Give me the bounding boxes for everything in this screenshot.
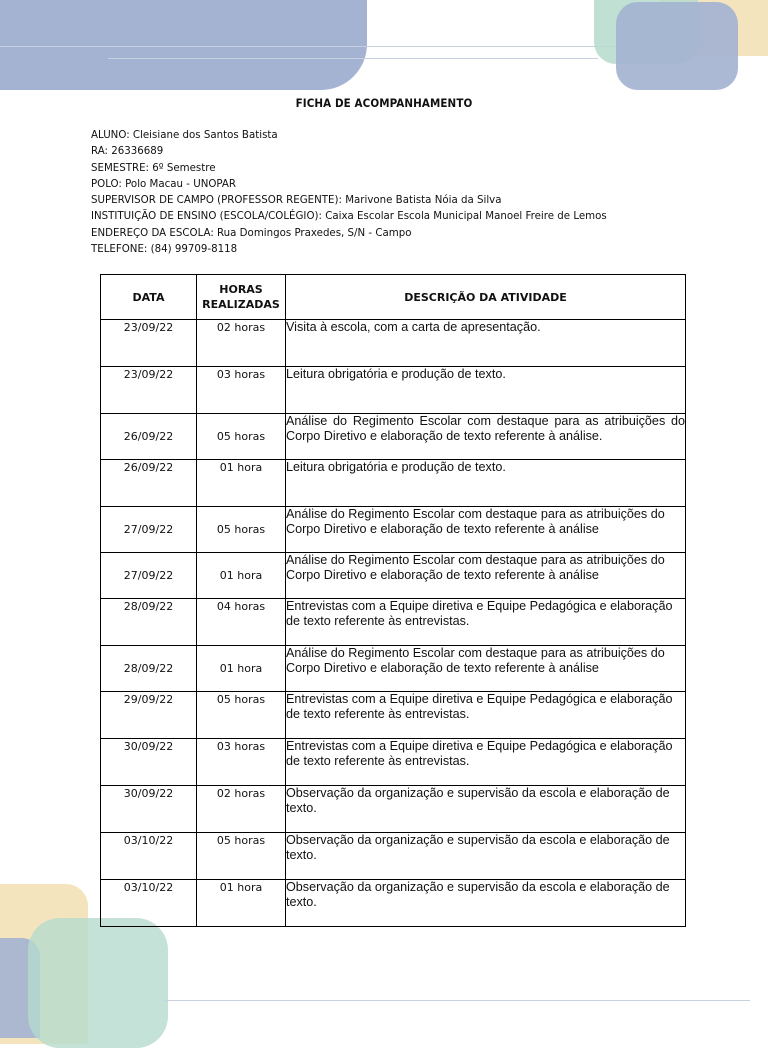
info-phone: TELEFONE: (84) 99709-8118 xyxy=(91,242,238,256)
cell-hours: 03 horas xyxy=(197,739,286,786)
info-semester: SEMESTRE: 6º Semestre xyxy=(91,160,216,174)
header-horas-line1: HORAS xyxy=(219,283,263,296)
table-row xyxy=(101,367,686,414)
cell-date: 28/09/22 xyxy=(101,646,197,692)
header-descricao: DESCRIÇÃO DA ATIVIDADE xyxy=(286,275,686,320)
cell-date: 03/10/22 xyxy=(101,880,197,927)
cell-date: 03/10/22 xyxy=(101,833,197,880)
cell-date: 27/09/22 xyxy=(101,507,197,553)
table-row xyxy=(101,786,686,833)
activity-table xyxy=(100,274,686,927)
cell-hours: 05 horas xyxy=(197,507,286,553)
cell-date: 23/09/22 xyxy=(101,320,197,367)
table-row xyxy=(101,739,686,786)
cell-date: 30/09/22 xyxy=(101,739,197,786)
table-row xyxy=(101,833,686,880)
cell-description: Entrevistas com a Equipe diretiva e Equipe Pedagógica e elaboração de texto referente às entrevistas. xyxy=(286,599,686,646)
cell-description: Observação da organização e supervisão da escola e elaboração de texto. xyxy=(286,786,686,833)
cell-description: Entrevistas com a Equipe diretiva e Equipe Pedagógica e elaboração de texto referente às entrevistas. xyxy=(286,739,686,786)
table-body xyxy=(101,320,686,927)
cell-description: Análise do Regimento Escolar com destaque para as atribuições do Corpo Diretivo e elaboração de texto referente à análise xyxy=(286,646,686,692)
header-data: DATA xyxy=(101,275,197,320)
info-address: ENDEREÇO DA ESCOLA: Rua Domingos Praxedes, S/N - Campo xyxy=(91,225,412,239)
cell-hours: 01 hora xyxy=(197,460,286,507)
document-title: FICHA DE ACOMPANHAMENTO xyxy=(295,96,473,110)
cell-date: 26/09/22 xyxy=(101,414,197,460)
cell-date: 28/09/22 xyxy=(101,599,197,646)
cell-hours: 02 horas xyxy=(197,786,286,833)
cell-hours: 05 horas xyxy=(197,692,286,739)
header-horas xyxy=(197,275,286,320)
cell-description: Análise do Regimento Escolar com destaque para as atribuições do Corpo Diretivo e elaboração de texto referente à análise. xyxy=(286,414,686,460)
info-student: ALUNO: Cleisiane dos Santos Batista xyxy=(91,128,278,141)
cell-hours: 04 horas xyxy=(197,599,286,646)
table-row xyxy=(101,320,686,367)
header-decor-line xyxy=(108,58,598,59)
cell-date: 29/09/22 xyxy=(101,692,197,739)
cell-description: Leitura obrigatória e produção de texto. xyxy=(286,367,686,414)
cell-description: Análise do Regimento Escolar com destaque para as atribuições do Corpo Diretivo e elaboração de texto referente à análise xyxy=(286,507,686,553)
cell-description: Observação da organização e supervisão da escola e elaboração de texto. xyxy=(286,880,686,927)
table-row xyxy=(101,646,686,692)
header-decor-blue-tile xyxy=(616,2,738,90)
cell-hours: 01 hora xyxy=(197,880,286,927)
cell-description: Observação da organização e supervisão da escola e elaboração de texto. xyxy=(286,833,686,880)
table-row xyxy=(101,460,686,507)
info-polo: POLO: Polo Macau - UNOPAR xyxy=(91,176,237,190)
cell-hours: 05 horas xyxy=(197,414,286,460)
table-row xyxy=(101,880,686,927)
cell-description: Visita à escola, com a carta de apresentação. xyxy=(286,320,686,367)
cell-hours: 01 hora xyxy=(197,646,286,692)
cell-description: Leitura obrigatória e produção de texto. xyxy=(286,460,686,507)
info-institution: INSTITUIÇÃO DE ENSINO (ESCOLA/COLÉGIO): Caixa Escolar Escola Municipal Manoel Freire de Lemos xyxy=(91,209,607,223)
table-row xyxy=(101,599,686,646)
header-decor-blue-shape xyxy=(0,0,367,90)
footer-decor-line xyxy=(165,1000,750,1001)
cell-description: Análise do Regimento Escolar com destaque para as atribuições do Corpo Diretivo e elaboração de texto referente à análise xyxy=(286,553,686,599)
cell-date: 26/09/22 xyxy=(101,460,197,507)
cell-date: 27/09/22 xyxy=(101,553,197,599)
table-row xyxy=(101,553,686,599)
header-horas-line2: REALIZADAS xyxy=(202,298,280,311)
student-info-block xyxy=(91,127,691,257)
footer-decor-green-shape xyxy=(28,918,168,1048)
cell-date: 23/09/22 xyxy=(101,367,197,414)
cell-hours: 01 hora xyxy=(197,553,286,599)
table-row xyxy=(101,414,686,460)
cell-hours: 03 horas xyxy=(197,367,286,414)
table-header-row xyxy=(101,275,686,320)
cell-hours: 05 horas xyxy=(197,833,286,880)
info-ra: RA: 26336689 xyxy=(91,144,164,158)
cell-hours: 02 horas xyxy=(197,320,286,367)
table-row xyxy=(101,692,686,739)
info-supervisor: SUPERVISOR DE CAMPO (PROFESSOR REGENTE): Marivone Batista Nóia da Silva xyxy=(91,193,502,207)
table-row xyxy=(101,507,686,553)
cell-description: Entrevistas com a Equipe diretiva e Equipe Pedagógica e elaboração de texto referente às entrevistas. xyxy=(286,692,686,739)
cell-date: 30/09/22 xyxy=(101,786,197,833)
